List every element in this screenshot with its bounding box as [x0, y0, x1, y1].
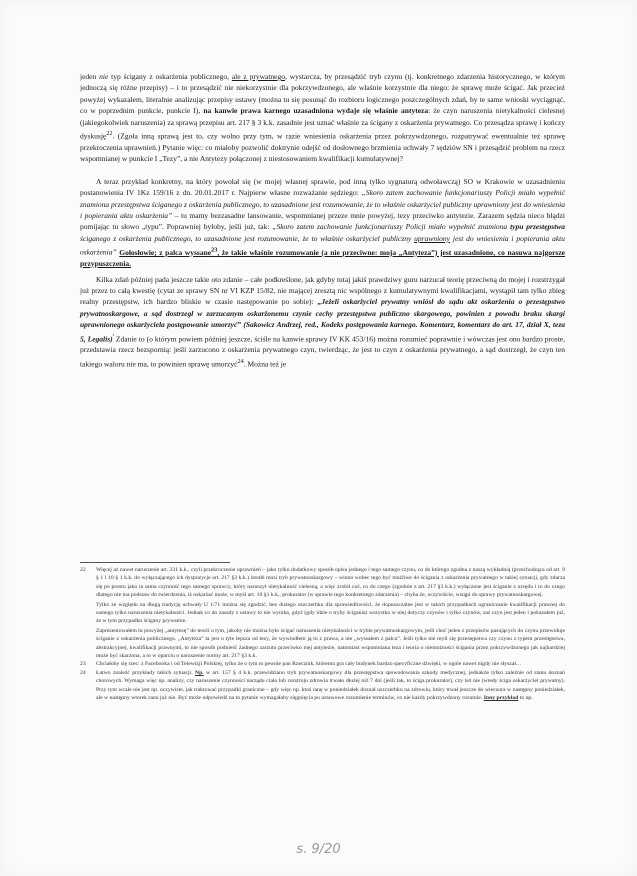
paragraph-2 — [80, 176, 565, 270]
page-number: s. 9/20 — [296, 842, 341, 857]
text-run: Gołosłowie; z palca wyssane — [119, 247, 212, 257]
underlined-bold: Np. — [194, 669, 204, 676]
text-run: . Można też je — [243, 359, 287, 369]
text-run: jest do wniesienia i popierania aktu oskarżenia” — [80, 233, 565, 257]
text-run: ściganego z oskarżenia publicznego, to uzasadnione jest rozumowanie, że to właśnie oskarżyciel publiczny — [80, 233, 412, 243]
text-run: . (Zgoła inną sprawą jest to, czy wolno przy tym, w razie wniesienia oskarżenia przez pokrzywdzonego, rozpatrywać ewentualnie też sprawę przekroczenia uprawnień.) Pytanie więc: co miałoby pozwolić doktrynie odejść od dosłownego brzmienia uchwały 7 sędziów SN i przesądzić problem na rzecz wspomnianej w punkcie I „Tezy”, a nie Antytezy połączonej z niestosowaniem kwalifikacji kumulatywnej? — [80, 131, 565, 164]
footnote-paragraph — [96, 669, 565, 703]
footnote-paragraph: Zaprezentowałem tu powyżej „antytezę” do teorii o tym, jakoby nie można było ścigać naruszenia nietykalności w trybie prywatnoskargowym, jeśli choć jeden z przepisów pasujących do czynu przewiduje ściganie z oskarżenia publicznego. „Antyteza” ta jest o tyle lepsza od tezy, że wywiodłem ją tu z prawa, a nie „wyssałem z palca”. Jeśli tylko nie myli się przestępstwa czy czynu z typem przestępstwa, abstrakcyjnej, kwalifikacji prawnymi, to nie sposób podnieść żadnego zarzutu przeciwko mej antytezie, natomiast wspomniana teza i teoria o niemożności ścigania przez pokrzywdzonego jak najbardziej może być skarzona, a to w oparciu o naruszenie normy art. 217 §3 k.k. — [96, 627, 565, 660]
bold-conclusion — [80, 248, 565, 268]
text-run: „Jeżeli oskarżyciel prywatny wniósł do sądu akt oskarżenia o przestępstwo prywatnoskargowe, a sąd dostrzegł w zarzucanym oskarżonemu czynie cechy przestępstwa publiczno skargowego, powinien z powodu braku skargi uprawnionego oskarżyciela postępowanie umorzyć” (Sakowicz Andrzej, red., Kodeks postępowania karnego. Komentarz, komentarz do art. 17, dział X, teza 5, Legalis) — [80, 297, 565, 344]
text-run: , wystarcza, by przesądzić tryb czynu (tj. konkretnego zdarzenia historycznego, w którym jednoczą się różne przepisy) – i to przesądzić nie niekorzystnie dla pokrzywdzonego, ale właśnie korzystnie dla niego: że sprawę może ścigać. Jak przecież powyżej wykazałem, literalnie analizując przepisy ustawy (można tu się posunąć do rozbioru logicznego poszczególnych zdań, by te same wnioski wyciągnąć, co w poprzednim punkcie, punkcie I), — [80, 72, 566, 116]
bold-phrase: typu przestępstwa — [510, 222, 566, 232]
text-run: w art. 157 § 4 k.k. przewidziano tryb prywatnoskargowy dla przestępstwa spowodowania szkody medycznej, jednakże tylko zależnie od stanu doznań chorowych. Wymaga więc np. analizy, czy naruszenie czynności narządu ciała lub rozstroju zdrowia trwało dłużej niż 7 dni (jeśli tak, to ściga prokurator), czy też nie (wtedy ściga oskarżyciel prywatny). Przy tym wcale nie jest np. oczywiste, jak traktować przypadki graniczne – gdy więc np. ktoś ranę w poniedziałek doznał uszczerbku na zdrowiu, który trwał jeszcze do wieczora w następny poniedziałek, ale w następny wtorek rano już nie. Być może odpowiedź na to pytanie wymagałaby sięgnięcia po ustawowe rozumienie terminów, co nie każdy pokrzywdzony rozumie. — [96, 669, 566, 702]
underlined-bold: Inny przykład — [483, 695, 519, 702]
footnote-ref-22[interactable]: 22 — [106, 130, 113, 138]
footnote-mark: ⁱ — [112, 332, 114, 340]
text-run: typ ścigany z oskarżenia publicznego, — [111, 72, 229, 81]
footnote-paragraph: Więcej aż nawet naruszenie art. 231 k.k., czyli przekroczenie uprawnień – jako tylko dodatkowy sposób opisu jednego i tego samego czynu, co do którego zgodna z naszą wykładnią (przechodząca od art. 9 § 1 i 10 § 1 k.k. do wyłączającego ich dyspozycje art. 217 §3 k.k.) istotlé musi tryb prywatnoskargowy – winno wobec tego być możliwe do ścigania z oskarżenia prywatnego w takiej sytuacji, gdy zdarza się po prostu jako ta sama czynność tego samego sprawcy, który naruszył nietykalność cielesną, a więc zrobił coś, co do czego (zgodnie z art. 217 §3 k.k.) wyłączone jest ściganie z urzędu i to do czego dlatego nie ma podstaw do twierdzenia, iż oskarżać może, w myśl art. 10 §1 k.k., prokurator (w sprawie tego konkretnego zdarzenia) – chyba że, oczywiście, wstąpi do sprawy prywatnoskargowej. — [96, 567, 565, 599]
footnote-paragraph: Chciałoby się rzec: z Facebooka i od Telewizji Polskiej, tylko że o tym to pewnie pan Rzecznik, któremu gra cały budynek bardzo specyficzne dźwięki, w ogóle nawet nigdy nie słyszał… — [96, 661, 522, 668]
text-run: jeden — [80, 72, 97, 81]
footnote-ref-24[interactable]: 24 — [237, 357, 244, 365]
italic-quote: „Skoro zatem zachowanie funkcjonariuszy Policji miało wypełnić znamiona przestępstwa ściganego z oskarżenia publicznego, to uzasadnione jest rozumowanie, że to właśnie oskarżyciel publiczny uprawniony jest do wniesienia i popierania aktu oskarżenia” — [80, 188, 565, 220]
paragraph-3 — [80, 274, 565, 370]
footnote-paragraph: Tylko ze względu na długą tradycję uchwały U 1/71 można się zgodzić, bez dużego uszczerbku dla sprawiedliwości, że dopuszczalne jest w takich przypadkach ograniczanie kwalifikacji prawnej do samego tylko naruszenia nietykalności. Jednak co do zasady z ustawy to nie wynika, gdyż (gdy idzie o tryby ścigania) wszystko w niej dotyczy czynów i tylko czynów, zaś czyn jest jeden i pokazałem już, że w tym przypadku ścigany prywatnie. — [96, 601, 565, 625]
underlined-phrase: ale z prywatnego — [231, 72, 286, 81]
underlined-phrase: uprawniony — [414, 233, 451, 243]
text-run: – tu mamy bezzasadne lansowanie, wspomnianej przeze mnie powyżej, tezy przeciwko antytezie. Zarazem sędzia nieco błądzi pomijając tu słowo „typu”. Poprawniej byłoby, jeśli już, tak: — [80, 210, 565, 232]
emphasis-nie: nie — [99, 72, 109, 81]
text-run: A teraz przykład konkretny, na który powołał się (w mojej własnej sprawie, pod inną tylko sygnaturą odwoławczą) SO w Krakowie w uzasadnieniu postanowienia IV 1Kz 159/16 z dn. 20.01.2017 r. Najpierw własne rozważanie sędziego: — [80, 176, 565, 198]
footnote-body — [96, 669, 565, 703]
bold-thesis: na kanwie prawa karnego uzasadniona wydaje się właśnie antyteza — [203, 106, 429, 116]
footnote-22 — [80, 566, 565, 660]
footnote-separator — [80, 562, 230, 563]
footnote-24 — [80, 669, 565, 703]
text-run: Zdanie to (o którym powiem później jeszcze, ściśle na kanwie sprawy IV KK 453/16) można rozumieć poprawnie i wówczas jest ono bardzo proste, przedstawia rzecz bezspornią: jeśli zarzucono z oskarżenia prywatnego czyn, twierdząc, że jest to czyn z oskarżenia prywatnego, a sąd dostrzegł, że czyn ten takiego waloru nie ma, to powinien sprawę umorzyć — [80, 334, 565, 369]
text-run: Łatwo znaleźć przykłady takich sytuacji. — [96, 669, 193, 676]
footnotes-section — [80, 562, 565, 703]
paragraph-1 — [80, 71, 565, 165]
text-run: Kilka zdań później pada jeszcze takie oto zdanie – całe podkreślone, jak gdyby tutaj jakiś prawdziwy guru narzucał teorię przeciwną do mojej i rozstrzygał już przez to całą kwestię (cytat ze sprawy SN nr VI KZP 15/82, nie mającej zresztą nic wspólnego z kumulatywnymi kwalifikacjami, wystąpił tam tylko zbieg realny przestępstw, ich bardzo bliskie w czasie następowanie po sobie): — [80, 274, 565, 307]
text-run: „Skoro zatem zachowanie funkcjonariuszy Policji miało wypełnić znamiona — [272, 222, 508, 232]
footnote-number: 24 — [80, 669, 86, 676]
footnote-23 — [80, 660, 565, 668]
footnote-body — [96, 660, 565, 668]
footnote-body — [96, 566, 565, 660]
footnote-number: 22 — [80, 567, 86, 573]
text-run: , że takie właśnie rozumowanie (a nie przeciwne: moja „Antyteza”) jest uzasadnione, co nasuwa najgorsze przypuszczenia. — [80, 247, 566, 269]
footnote-ref-23[interactable]: 23 — [211, 246, 218, 254]
body-text — [80, 71, 565, 370]
text-run: : że czyn naruszenia nietykalności cielesnej (jakiegokolwiek naruszenia) za sprawą przepisu art. 217 § 3 k.k. zasadnie jest uznać właśnie za ścigany z oskarżenia prywatnego. Co przesądza sprawę i kończy dyskusję — [80, 106, 565, 141]
text-run: to np. — [519, 695, 533, 702]
footnote-number: 23 — [80, 661, 86, 668]
